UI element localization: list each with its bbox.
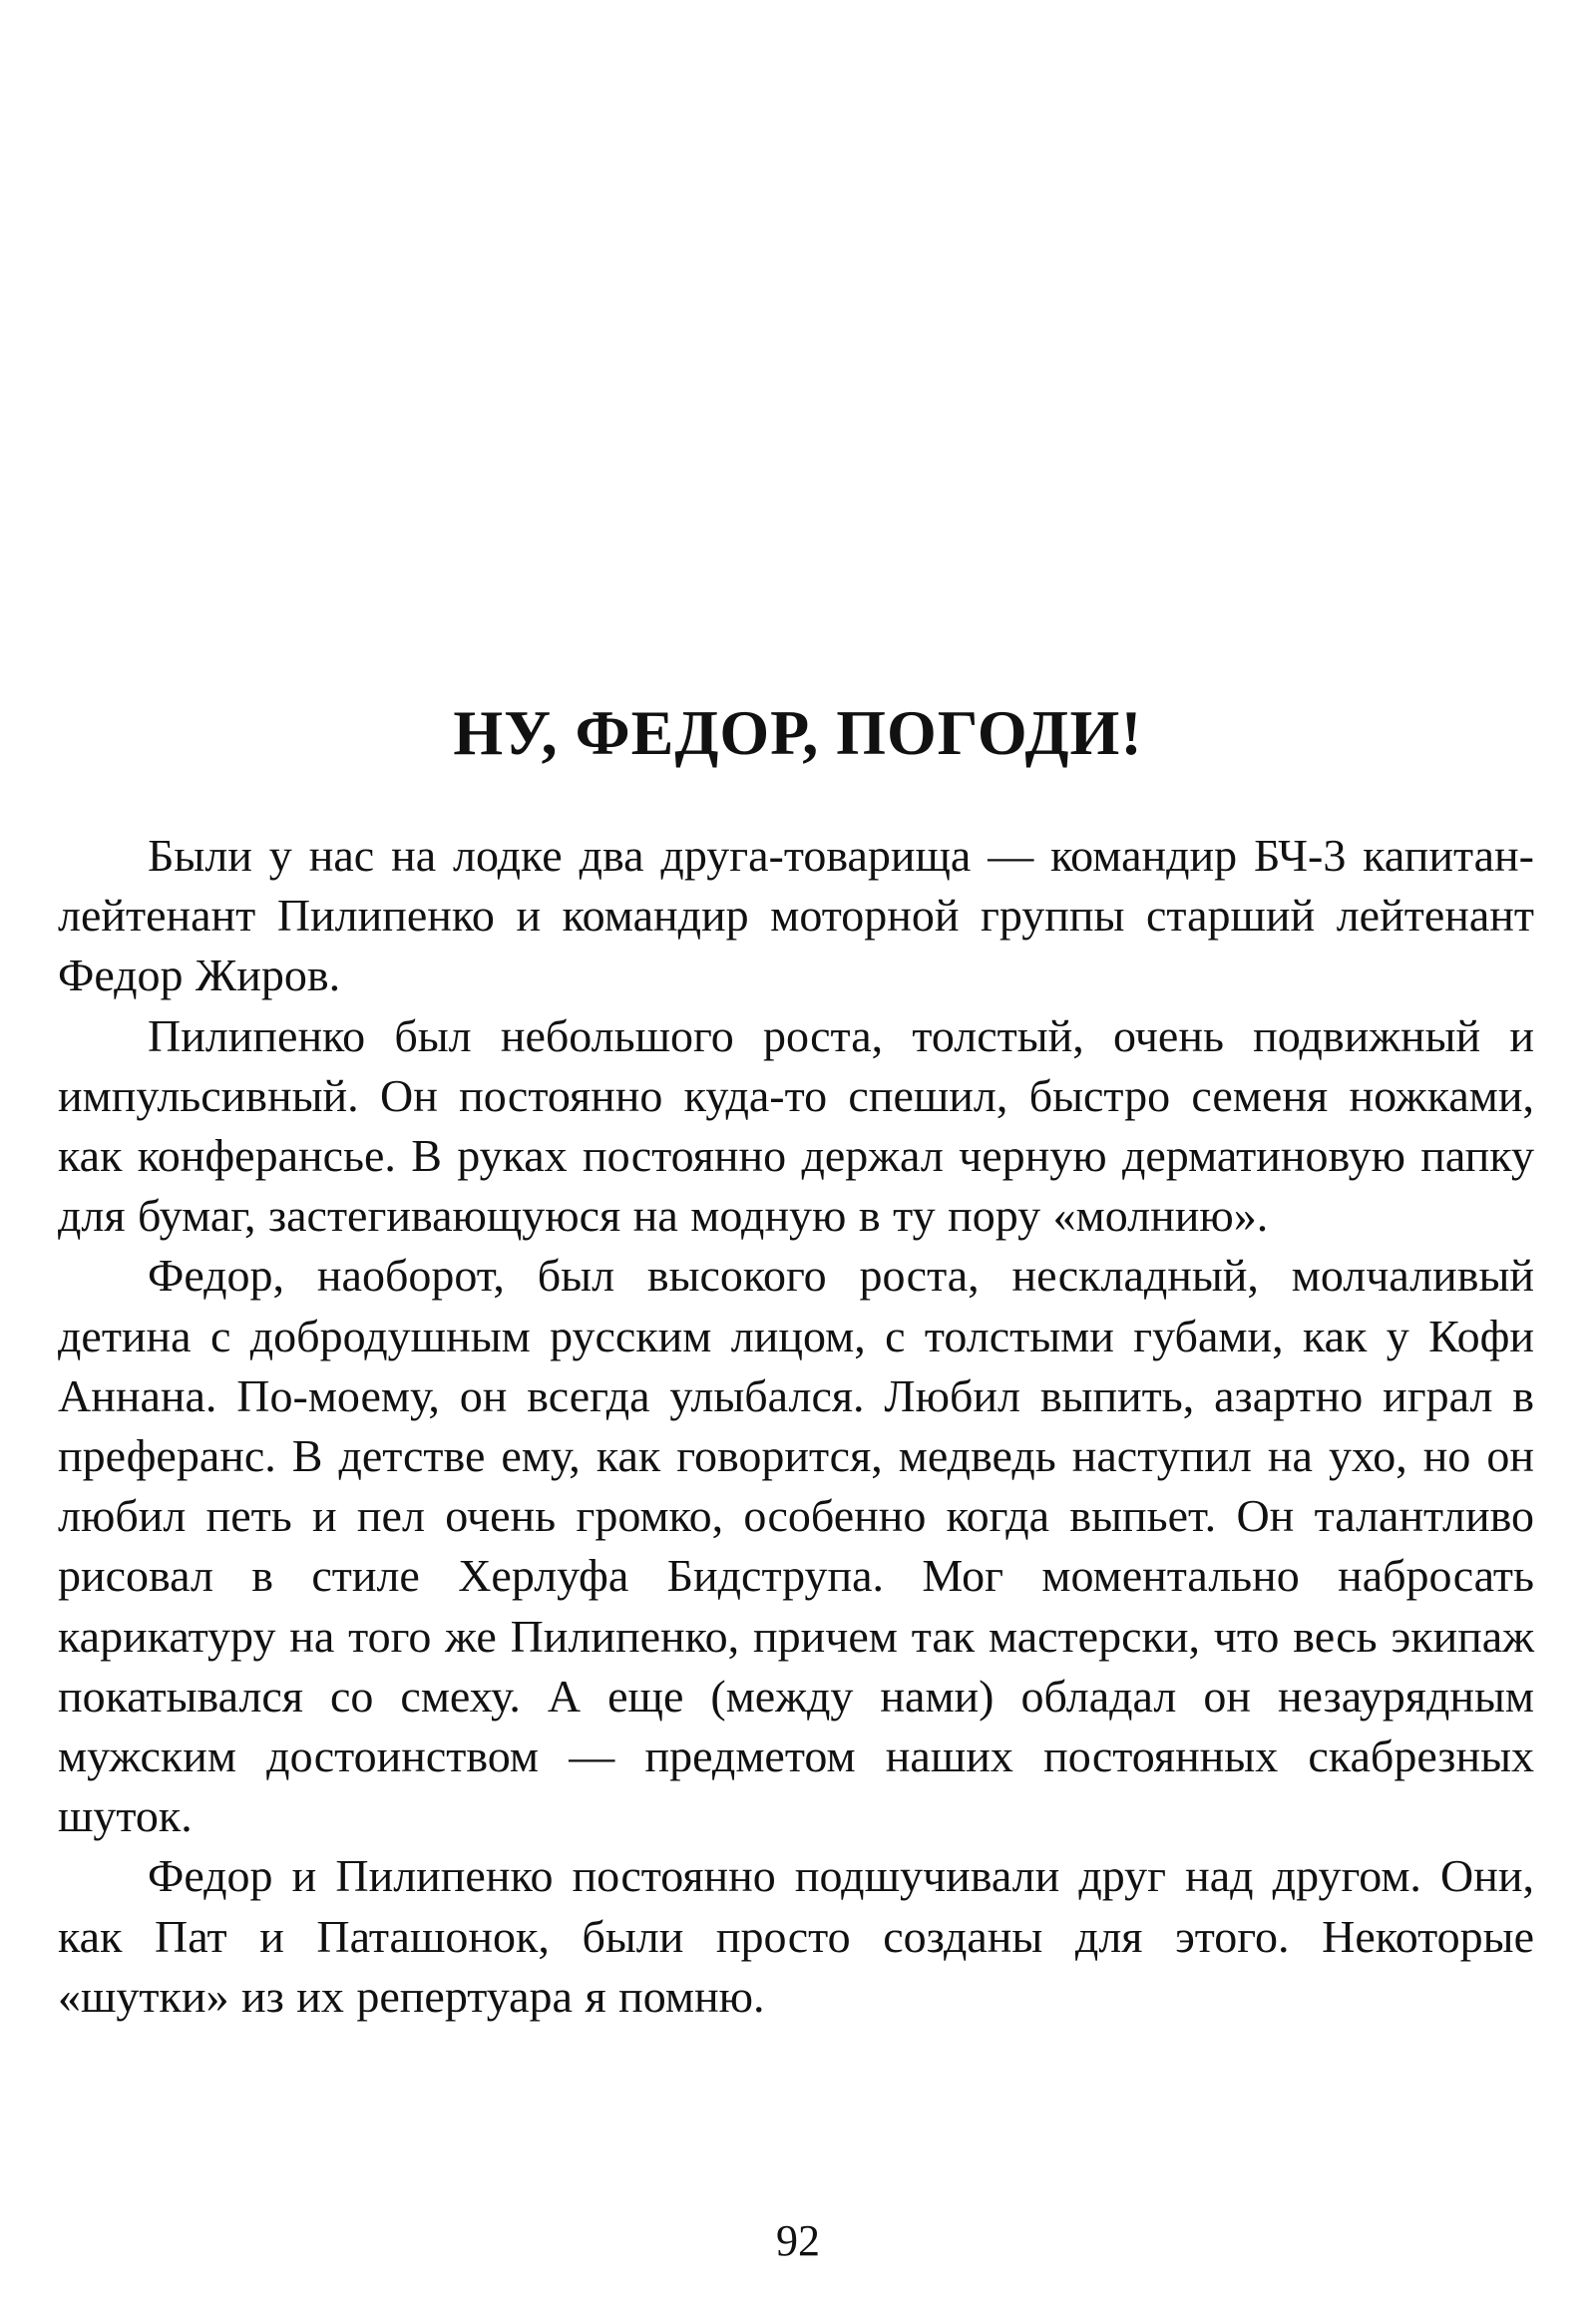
chapter-body — [58, 826, 1534, 2027]
paragraph-2: Пилипенко был небольшого роста, толстый, очень подвижный и импульсивный. Он постоянно куда-то спешил, быстро семеня ножками, как конферансье. В руках постоянно держал черную дерматиновую папку для бумаг, застегивающуюся на модную в ту пору «молнию». — [58, 1009, 1534, 1242]
paragraph-4: Федор и Пилипенко постоянно подшучивали друг над другом. Они, как Пат и Паташонок, были просто созданы для этого. Некоторые «шутки» из их репертуара я помню. — [58, 1850, 1534, 2022]
paragraph-1: Были у нас на лодке два друга-товарища — командир БЧ-3 капитан-лейтенант Пилипенко и командир моторной группы старший лейтенант Федор Жиров. — [58, 830, 1534, 1001]
paragraph-3: Федор, наоборот, был высокого роста, нескладный, молчаливый детина с добродушным русским лицом, с толстыми губами, как у Кофи Аннана. По-моему, он всегда улыбался. Любил выпить, азартно играл в преферанс. В детстве ему, как говорится, медведь наступил на ухо, но он любил петь и пел очень громко, особенно когда выпьет. Он талантливо рисовал в стиле Херлуфа Бидструпа. Мог моментально набросать карикатуру на того же Пилипенко, причем так мастерски, что весь экипаж покатывался со смеху. А еще (между нами) обладал он незаурядным мужским достоинством — предметом наших постоянных скабрезных шуток. — [58, 1250, 1534, 1842]
chapter-title: НУ, ФЕДОР, ПОГОДИ! — [453, 697, 1143, 768]
page-number: 92 — [776, 2216, 820, 2265]
